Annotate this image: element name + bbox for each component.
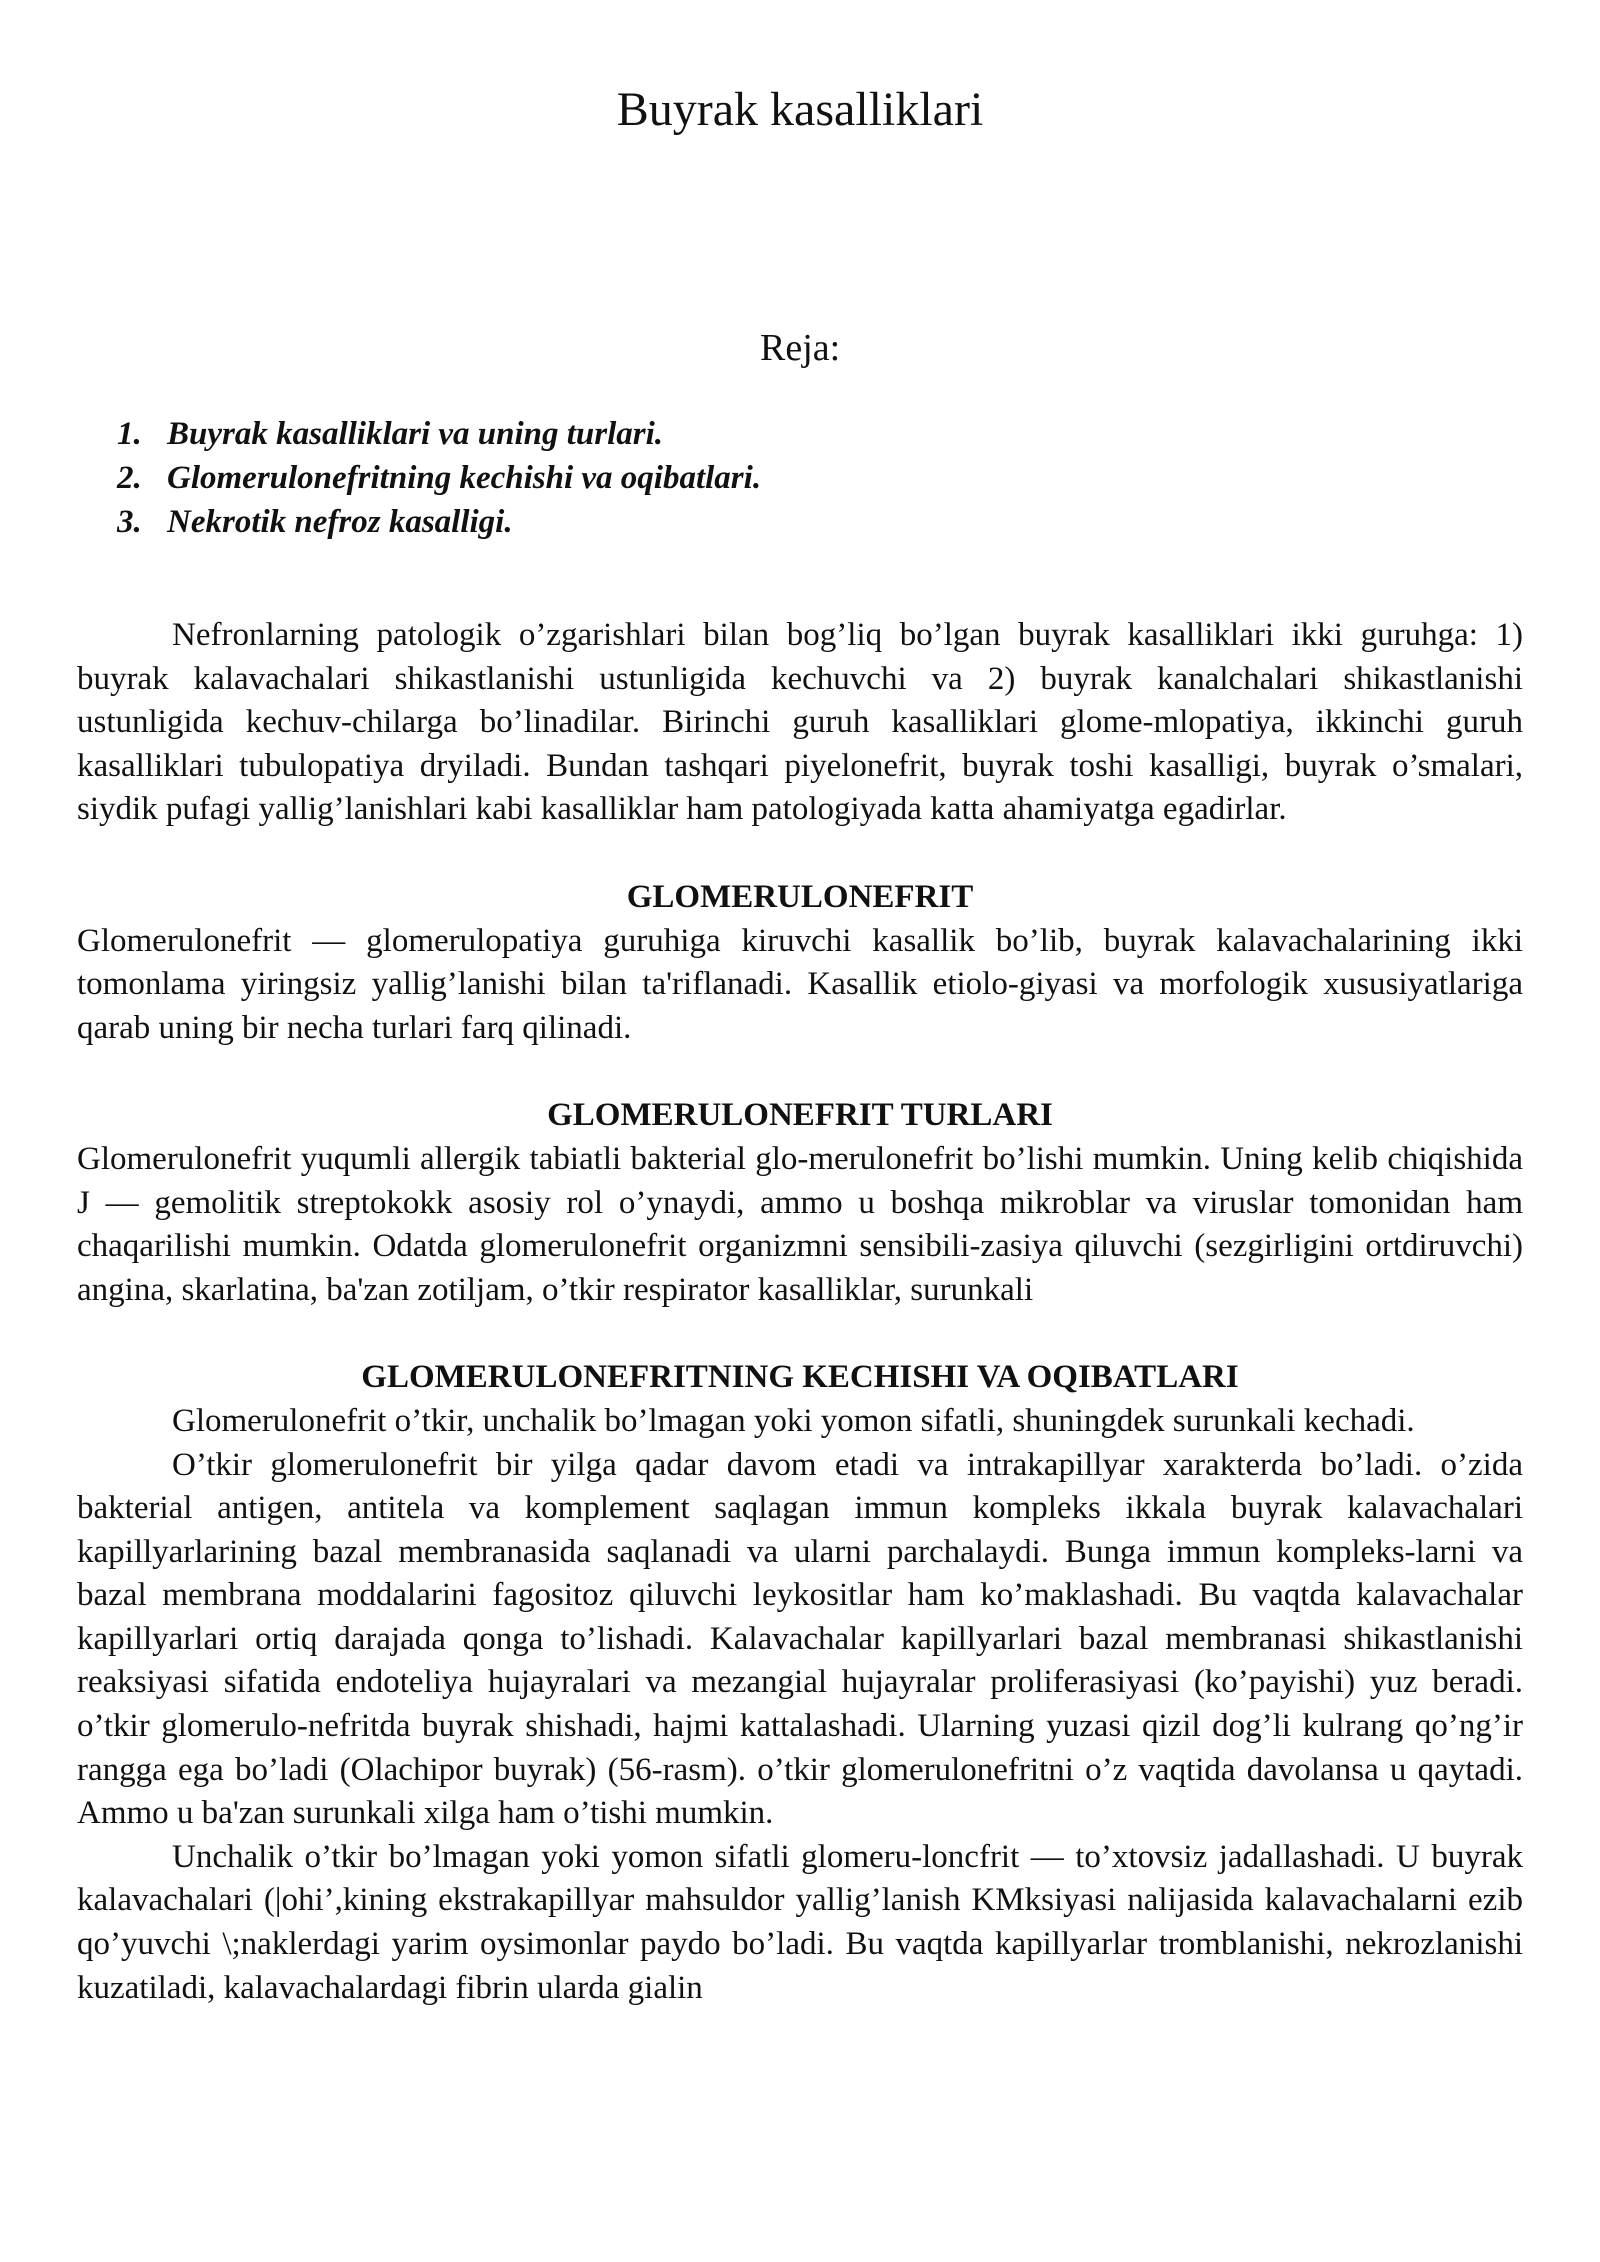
kechishi-paragraph-3: Unchalik o’tkir bo’lmagan yoki yomon sifatli glomeru-loncfrit — to’xtovsiz jadallashadi. U buyrak kalavachalari (|ohi’,kining ekstrakapillyar mahsuldor yallig’lanish KMksiyasi nalijasida kalavachalarni ezib qo’yuvchi \;naklerdagi yarim oysimonlar paydo bo’ladi. Bu vaqtda kapillyarlar tromblanishi, nekrozlanishi kuzatiladi, kalavachalardagi fibrin ularda gialin — [77, 1838, 1523, 2006]
turlari-paragraph: Glomerulonefrit yuqumli allergik tabiatli bakterial glo-merulonefrit bo’lishi mumkin. Uning kelib chiqishida J — gemolitik streptokokk asosiy rol o’ynaydi, ammo u boshqa mikroblar va viruslar tomonidan ham chaqarilishi mumkin. Odatda glomerulonefrit organizmni sensibili-zasiya qiluvchi (sezgirligini ortdiruvchi) angina, skarlatina, ba'zan zotiljam, o’tkir respirator kasalliklar, surunkali — [77, 1140, 1523, 1308]
plan-list — [117, 412, 761, 544]
plan-item-text: Buyrak kasalliklari va uning turlari. — [167, 416, 664, 452]
spacer — [77, 1050, 1523, 1094]
document-body — [77, 614, 1523, 2010]
kechishi-paragraph-1: Glomerulonefrit o’tkir, unchalik bo’lmagan yoki yomon sifatli, shuningdek surunkali kechadi. — [172, 1402, 1415, 1439]
plan-item-number: 3. — [117, 504, 142, 540]
kechishi-paragraph-2: O’tkir glomerulonefrit bir yilga qadar davom etadi va intrakapillyar xarakterda bo’ladi. o’zida bakterial antigen, antitela va komplement saqlagan immun kompleks ikkala buyrak kalavachalari kapillyarlarining bazal membranasida saqlanadi va ularni parchalaydi. Bunga immun kompleks-larni va bazal membrana moddalarini fagositoz qiluvchi leykositlar ham ko’maklashadi. Bu vaqtda kalavachalar kapillyarlari ortiq darajada qonga to’lishadi. Kalavachalar kapillyarlari bazal membranasi shikastlanishi reaksiyasi sifatida endoteliya hujayralari va mezangial hujayralar proliferasiyasi (ko’payishi) yuz beradi. o’tkir glomerulo-nefritda buyrak shishadi, hajmi kattalashadi. Ularning yuzasi qizil dog’li kulrang qo’ng’ir rangga ega bo’ladi (Olachipor buyrak) (56-rasm). o’tkir glomerulonefritni o’z vaqtida davolansa u qaytadi. Ammo u ba'zan surunkali xilga ham o’tishi mumkin. — [77, 1446, 1523, 1832]
section-heading-kechishi: GLOMERULONEFRITNING KECHISHI VA OQIBATLARI — [361, 1359, 1239, 1396]
section-heading-turlari: GLOMERULONEFRIT TURLARI — [547, 1097, 1053, 1134]
plan-item — [117, 456, 761, 500]
spacer — [77, 832, 1523, 876]
plan-item-number: 2. — [117, 460, 142, 496]
plan-item — [117, 500, 761, 544]
plan-item-text: Nekrotik nefroz kasalligi. — [167, 504, 513, 540]
plan-item — [117, 412, 761, 456]
plan-heading: Reja: — [760, 327, 841, 369]
plan-item-text: Glomerulonefritning kechishi va oqibatlari. — [167, 460, 762, 496]
glomerulonefrit-paragraph: Glomerulonefrit — glomerulopatiya guruhiga kiruvchi kasallik bo’lib, buyrak kalavachalarining ikki tomonlama yiringsiz yallig’lanishi bilan ta'riflanadi. Kasallik etiolo-giyasi va morfologik xususiyatlariga qarab uning bir necha turlari farq qilinadi. — [77, 922, 1523, 1046]
section-heading-glomerulonefrit: GLOMERULONEFRIT — [626, 878, 974, 915]
spacer — [77, 1312, 1523, 1356]
document-title: Buyrak kasalliklari — [616, 83, 984, 136]
plan-item-number: 1. — [117, 416, 142, 452]
intro-paragraph: Nefronlarning patologik o’zgarishlari bilan bog’liq bo’lgan buyrak kasalliklari ikki guruhga: 1) buyrak kalavachalari shikastlanishi ustunligida kechuvchi va 2) buyrak kanalchalari shikastlanishi ustunligida kechuv-chilarga bo’linadilar. Birinchi guruh kasalliklari glome-mlopatiya, ikkinchi guruh kasalliklari tubulopatiya dryiladi. Bundan tashqari piyelonefrit, buyrak toshi kasalligi, buyrak o’smalari, siydik pufagi yallig’lanishlari kabi kasalliklar ham patologiyada katta ahamiyatga egadirlar. — [77, 617, 1523, 828]
